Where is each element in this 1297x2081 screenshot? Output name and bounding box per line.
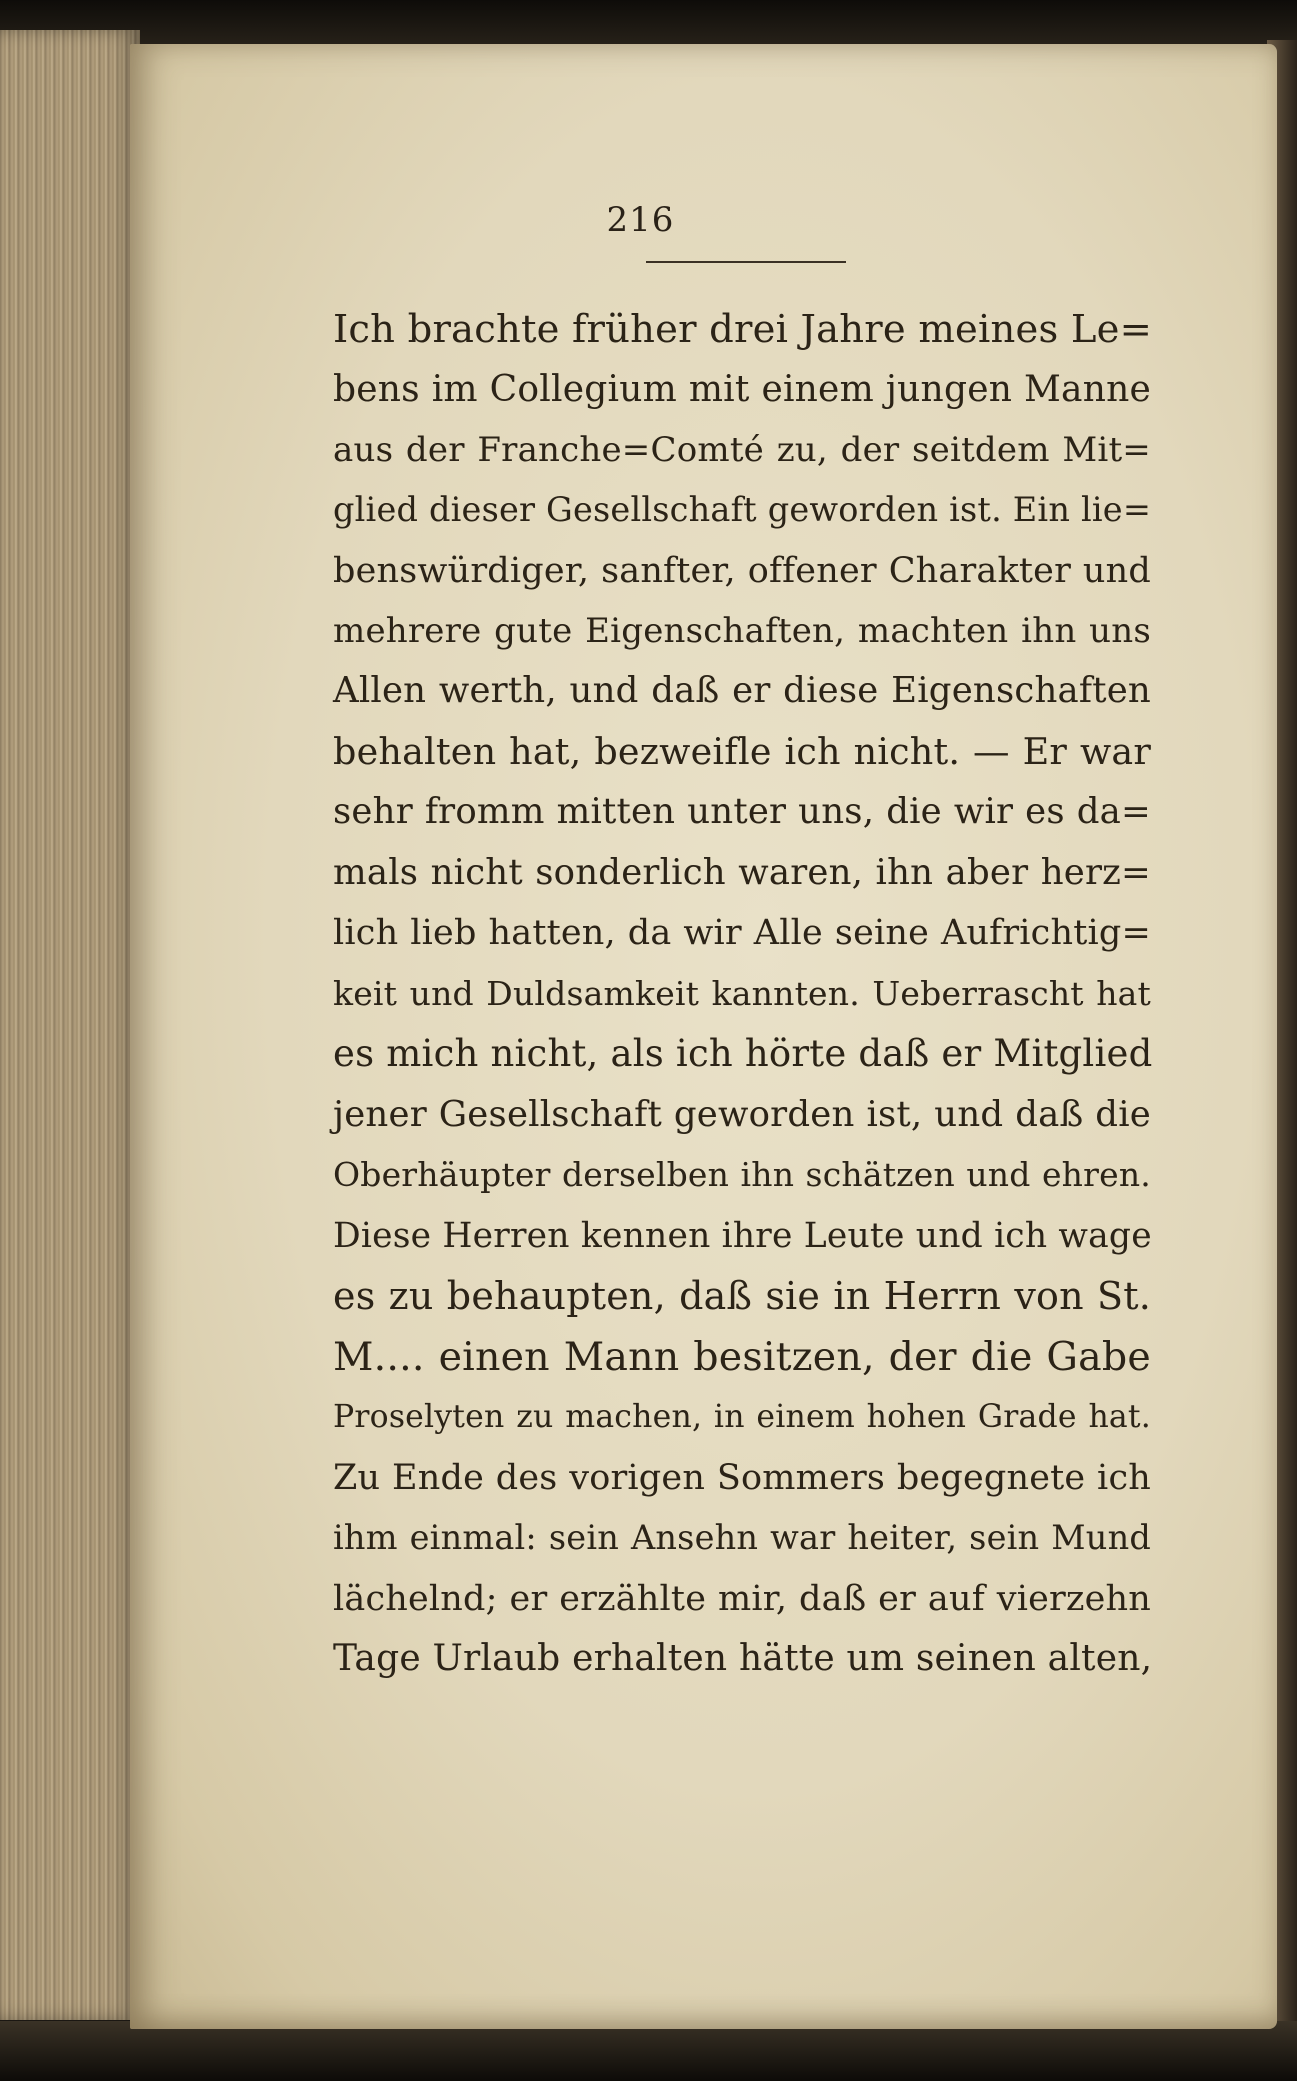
text-line: Oberhäupter derselben ihn schätzen und ehren. (333, 1155, 1151, 1194)
text-line: ihm einmal: sein Ansehn war heiter, sein Mund (333, 1518, 1151, 1557)
text-line: sehr fromm mitten unter uns, die wir es da= (333, 791, 1151, 832)
text-line: Tage Urlaub erhalten hätte um seinen alten, (333, 1638, 1153, 1679)
text-line: mehrere gute Eigenschaften, machten ihn uns (333, 611, 1151, 651)
text-line: Ich brachte früher drei Jahre meines Le= (333, 307, 1153, 352)
text-line: bens im Collegium mit einem jungen Manne (333, 369, 1151, 410)
text-line: glied dieser Gesellschaft geworden ist. Ein lie= (333, 490, 1152, 529)
text-line: benswürdiger, sanfter, offener Charakter und (333, 551, 1151, 591)
page-number: 216 (606, 200, 675, 240)
text-line: behalten hat, bezweifle ich nicht. — Er war (333, 730, 1151, 773)
text-line: es mich nicht, als ich hörte daß er Mitglied (333, 1032, 1153, 1075)
text-line: aus der Franche=Comté zu, der seitdem Mit= (333, 430, 1151, 470)
text-line: Zu Ende des vorigen Sommers begegnete ich (333, 1458, 1151, 1498)
header-rule (646, 261, 846, 263)
text-line: M.... einen Mann besitzen, der die Gabe (333, 1334, 1151, 1380)
text-line: Allen werth, und daß er diese Eigenschaften (333, 670, 1151, 711)
text-line: es zu behaupten, daß sie in Herrn von St. (333, 1274, 1151, 1318)
book-page-stack (0, 30, 140, 2020)
text-line: Diese Herren kennen ihre Leute und ich wage (333, 1216, 1152, 1256)
text-line: Proselyten zu machen, in einem hohen Grade hat. (333, 1399, 1151, 1435)
scan-bottom-edge (0, 2021, 1297, 2081)
text-line: lächelnd; er erzählte mir, daß er auf vierzehn (333, 1579, 1151, 1619)
body-text (333, 300, 1151, 1720)
text-line: keit und Duldsamkeit kannten. Ueberrascht hat (333, 974, 1151, 1013)
text-line: jener Gesellschaft geworden ist, und daß die (333, 1094, 1151, 1135)
text-line: lich lieb hatten, da wir Alle seine Aufrichtig= (333, 913, 1151, 953)
text-line: mals nicht sonderlich waren, ihn aber herz= (333, 852, 1151, 893)
